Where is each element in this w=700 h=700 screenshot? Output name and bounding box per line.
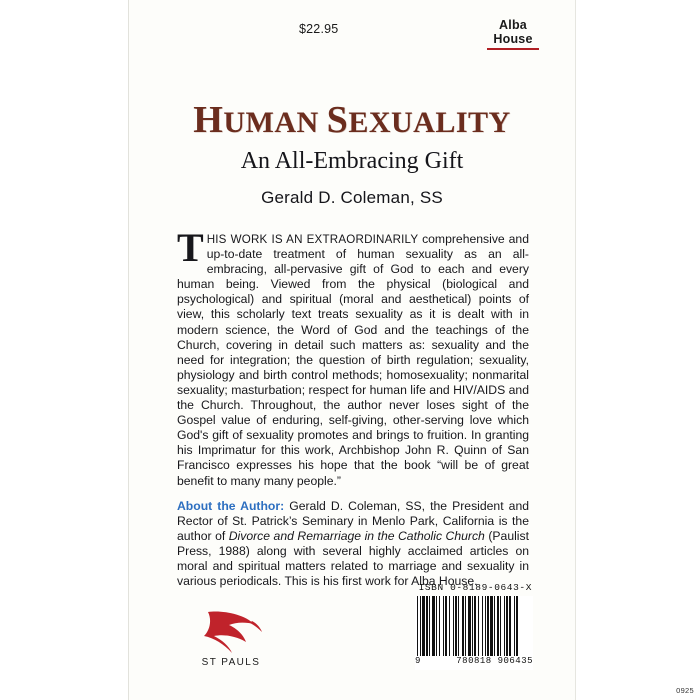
left-margin (0, 0, 128, 700)
corner-code: 0925 (676, 686, 694, 695)
cover-panel (128, 0, 576, 700)
barcode-bars (415, 596, 533, 656)
blurb-paragraph-about (177, 499, 529, 590)
publisher-logo-line2: House (493, 32, 533, 46)
publisher-logo-rule (487, 48, 539, 50)
title-letter-s: S (326, 99, 349, 141)
author-name: Gerald D. Coleman, SS (261, 188, 443, 207)
title-letter-h: H (193, 99, 224, 141)
about-text-part1: Gerald D. Coleman, SS, the President and Rector of St. Patrick’s Seminary in Menlo Park, California is the author of (177, 498, 529, 543)
blurb-paragraph-1 (177, 225, 529, 489)
about-the-author-label: About the Author: (177, 498, 285, 513)
title-word-human-rest: UMAN (223, 106, 327, 139)
st-pauls-logo-icon (171, 608, 291, 654)
page-subtitle: An All-Embracing Gift (240, 148, 464, 174)
st-pauls-imprint (171, 608, 291, 668)
about-text-part2: (Paulist Press, 1988) along with several highly acclaimed articles on moral and spiritual matters related to marriage and sexuality in various periodicals. This is his first work for Alba House. (177, 528, 529, 589)
barcode-digit-right: 780818 906435 (456, 656, 533, 666)
page-title (129, 98, 575, 142)
price-label: $22.95 (299, 22, 339, 36)
barcode (415, 596, 533, 670)
blurb-lead-smallcaps: HIS WORK IS AN EXTRAORDINARILY (206, 233, 423, 246)
about-book-title-italic: Divorce and Remarriage in the Catholic Church (228, 528, 485, 543)
back-cover-blurb (177, 225, 529, 599)
blurb-body-text: comprehensive and up-to-date treatment of human sexuality as an all-embracing, all-pervasive gift of God to each and every human being. Viewed from the physical (biological and psychological) and spiritual (moral and aesthetical) points of view, this scholarly text treats sexuality as it is dealt with in modern science, the Word of God and the teachings of the Church, covering in detail such matters as: sexuality and the need for integration; the question of birth regulation; sexuality, physiology and birth control methods; homosexuality; nonmarital sexuality; masturbation; respect for human life and HIV/AIDS and the Church. Throughout, the author never loses sight of the Gospel value of enduring, self-giving, other-serving love which God's gift of sexuality promotes and brings to fruition. In granting his Imprimatur for this work, Archbishop John R. Quinn of San Francisco expresses his hope that the book “will be of great benefit to many many people.” (177, 232, 529, 488)
st-pauls-label: ST PAULS (201, 657, 261, 668)
isbn-text: ISBN 0-8189-0643-X (418, 582, 532, 593)
publisher-logo-line1: Alba (499, 18, 527, 32)
barcode-digits (415, 656, 533, 666)
right-margin (575, 0, 700, 700)
title-word-sexuality-rest: EXUALITY (348, 106, 511, 139)
barcode-digit-left: 9 (415, 656, 421, 666)
publisher-logo (487, 18, 539, 50)
drop-cap: T (177, 225, 204, 270)
